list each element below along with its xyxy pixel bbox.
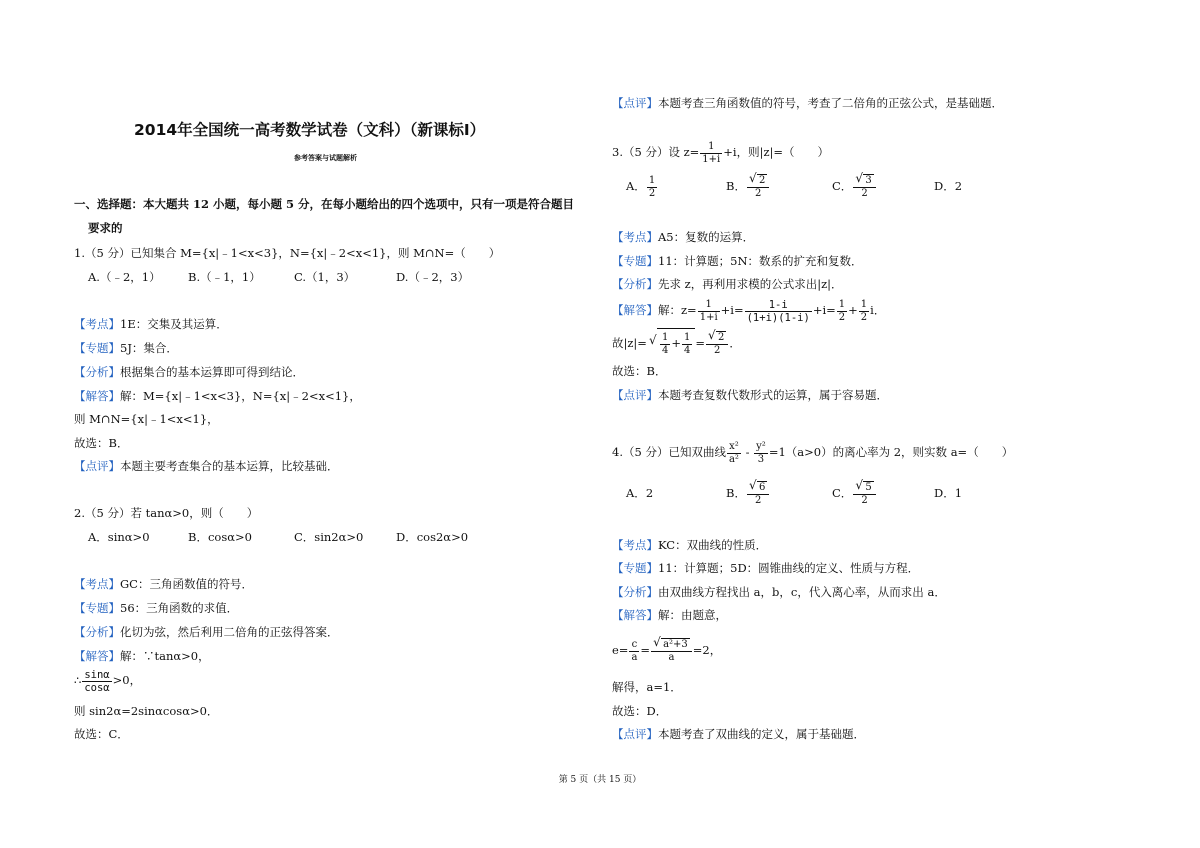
q4-dianping: 【点评】本题考查了双曲线的定义，属于基础题．	[612, 727, 865, 741]
q3-answer: 故选：B．	[612, 364, 667, 378]
q1-option-d: D.（﹣2，3）	[396, 270, 470, 284]
q2-option-d: D．cos2α>0	[396, 530, 469, 544]
q3-fenxi: 【分析】先求 z，再利用求模的公式求出|z|．	[612, 277, 843, 291]
q1-option-c: C.（1，3）	[294, 270, 356, 284]
q2-fraction: $\frac{\sin\alpha}{\cos\alpha}$	[84, 668, 110, 694]
q2-kaodian: 【考点】GC：三角函数值的符号．	[74, 577, 253, 591]
q3-zhuanti: 【专题】11：计算题；5N：数系的扩充和复数．	[612, 254, 863, 268]
q2-fenxi: 【分析】化切为弦，然后利用二倍角的正弦得答案．	[74, 625, 339, 639]
q4-stem: 4.（5 分）已知双曲线 $\frac{\text{x²}}{\text{a²}}$ - $\frac{\text{y²}}{3}$ =1（a>0）的离心率为 2，则实数 a=（ ）	[612, 440, 1014, 465]
q1-step2: 则 M∩N={x|﹣1<x<1}，	[74, 412, 219, 426]
q3-jieda: 【解答】解：z= $\frac{1}{1+i}$ +i= $\frac{1-i}{(1+i)(1-i)}$ +i= $\frac{1}{2}$ + $\frac{1}{2}$ i．	[612, 298, 886, 324]
q2-option-b: B．cosα>0	[188, 530, 252, 544]
q4-option-b: B． √ $\frac{6}{2}$	[726, 479, 770, 507]
page-footer: 第 5 页（共 15 页）	[558, 775, 642, 785]
q4-eccentricity: e= $\frac{c}{a}$ = √ $\frac{\text{a²+3}}{a}$ =2，	[612, 636, 721, 664]
q2-fraction-line: ∴ $\frac{\sin\alpha}{\cos\alpha}$ >0，	[74, 668, 142, 694]
q3-stem: 3.（5 分）设 z= $\frac{1}{1+i}$ +i，则|z|=（ ）	[612, 140, 830, 165]
q1-option-b: B.（﹣1，1）	[188, 270, 261, 284]
section-heading: 一、选择题：本大题共 12 小题，每小题 5 分，在每小题给出的四个选项中，只有一项是符合题目	[74, 197, 575, 211]
page-title: 2014年全国统一高考数学试卷（文科）（新课标Ⅰ）	[134, 121, 486, 139]
q3-dianping: 【点评】本题考查复数代数形式的运算，属于容易题．	[612, 388, 888, 402]
q1-kaodian: 【考点】1E：交集及其运算．	[74, 317, 228, 331]
section-heading-cont: 要求的	[88, 221, 123, 235]
q2-answer: 故选：C．	[74, 727, 129, 741]
q4-zhuanti: 【专题】11：计算题；5D：圆锥曲线的定义、性质与方程．	[612, 561, 920, 575]
q4-jieda: 【解答】解：由题意，	[612, 608, 727, 622]
q1-zhuanti: 【专题】5J：集合．	[74, 341, 178, 355]
q4-option-d: D．1	[934, 486, 963, 500]
q3-option-b: B． √ $\frac{2}{2}$	[726, 172, 770, 200]
q3-option-d: D．2	[934, 179, 963, 193]
q4-option-c: C． √ $\frac{5}{2}$	[832, 479, 877, 507]
q1-jieda: 【解答】解：M={x|﹣1<x<3}，N={x|﹣2<x<1}，	[74, 389, 361, 403]
q2-dianping: 【点评】本题考查三角函数值的符号，考查了二倍角的正弦公式，是基础题．	[612, 96, 1003, 110]
q4-option-a: A．2	[626, 486, 654, 500]
q1-stem: 1.（5 分）已知集合 M={x|﹣1<x<3}，N={x|﹣2<x<1}，则 M∩N=（ ）	[74, 246, 501, 260]
q1-dianping: 【点评】本题主要考查集合的基本运算，比较基础．	[74, 459, 339, 473]
q4-answer: 故选：D．	[612, 704, 668, 718]
q4-solve: 解得，a=1．	[612, 680, 682, 694]
page-subtitle: 参考答案与试题解析	[294, 153, 357, 162]
q3-kaodian: 【考点】A5：复数的运算．	[612, 230, 755, 244]
q1-answer: 故选：B．	[74, 436, 129, 450]
q4-fenxi: 【分析】由双曲线方程找出 a，b，c，代入离心率，从而求出 a．	[612, 585, 946, 599]
q2-option-c: C．sin2α>0	[294, 530, 364, 544]
q3-option-c: C． √ $\frac{3}{2}$	[832, 172, 877, 200]
q2-step3: 则 sin2α=2sinαcosα>0．	[74, 704, 219, 718]
q1-option-a: A.（﹣2，1）	[88, 270, 161, 284]
q3-modulus: 故|z|= √ $\frac{1}{4}$ + $\frac{1}{4}$ = √ $\frac{2}{2}$ ．	[612, 328, 741, 357]
q1-fenxi: 【分析】根据集合的基本运算即可得到结论．	[74, 365, 304, 379]
q2-jieda: 【解答】解：∵tanα>0，	[74, 649, 210, 663]
q2-zhuanti: 【专题】56：三角函数的求值．	[74, 601, 239, 615]
q2-stem: 2.（5 分）若 tanα>0，则（ ）	[74, 506, 259, 520]
q2-option-a: A．sinα>0	[88, 530, 150, 544]
q3-option-a: A． $\frac{1}{2}$	[626, 174, 656, 199]
q4-kaodian: 【考点】KC：双曲线的性质．	[612, 538, 768, 552]
